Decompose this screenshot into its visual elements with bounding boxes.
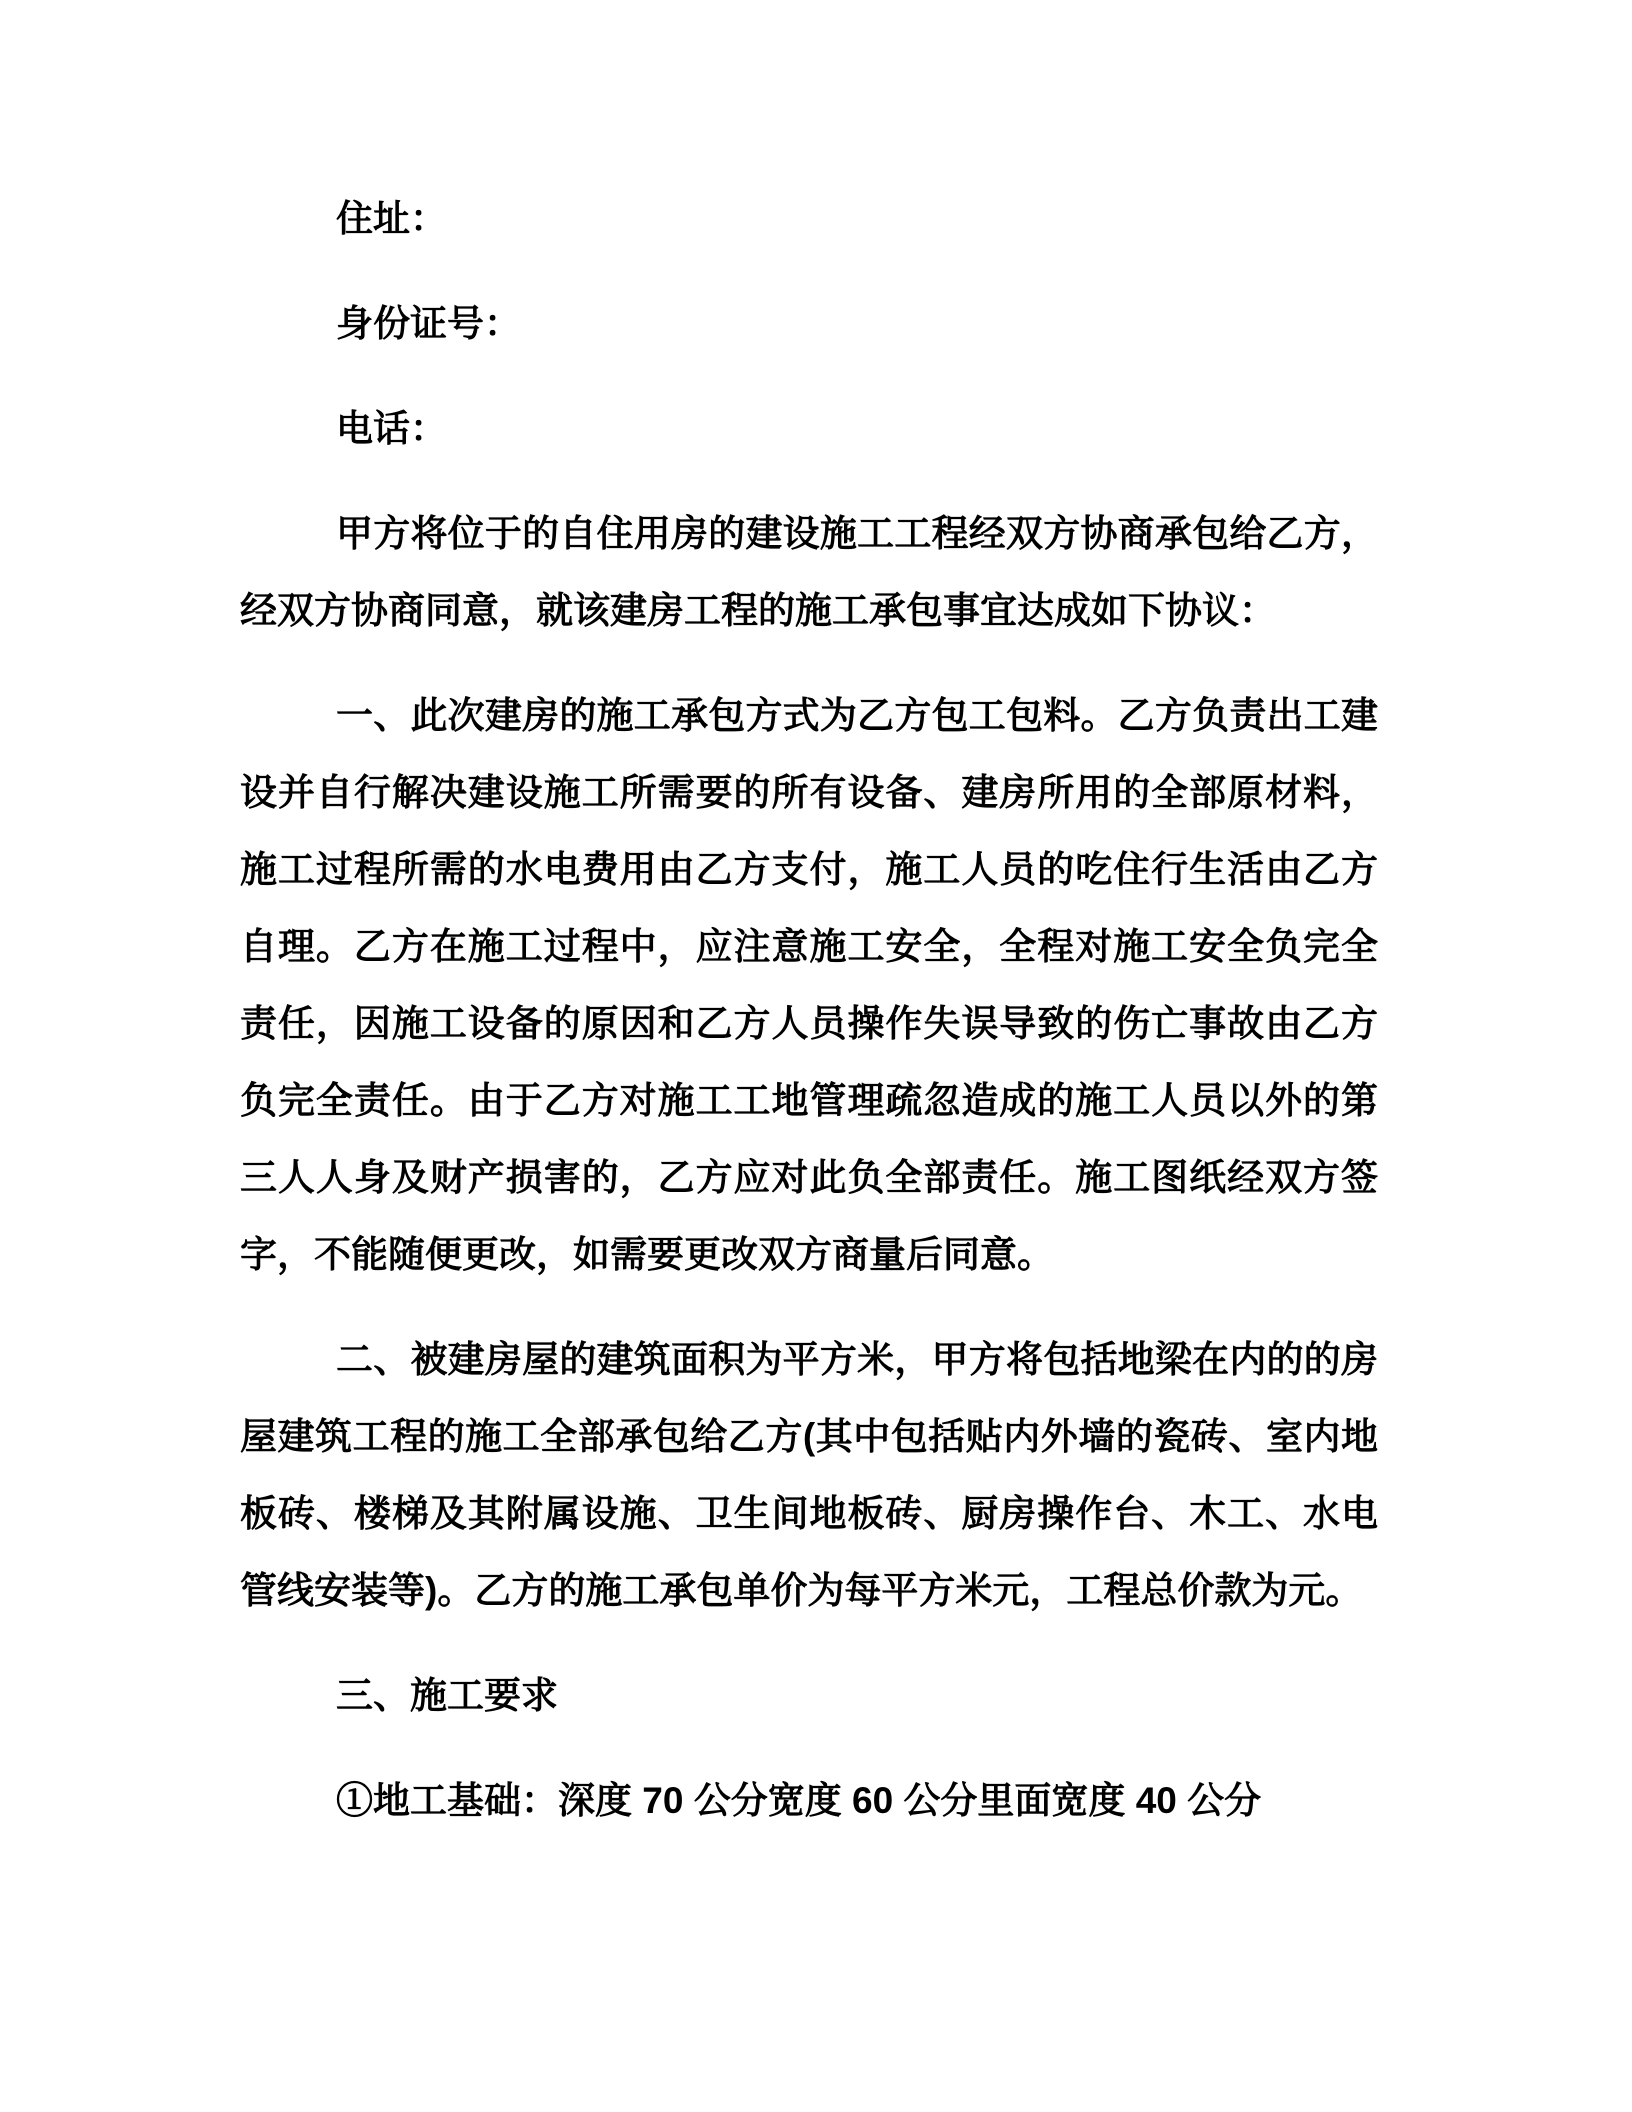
paragraph-clause-2 (240, 1321, 1378, 1629)
paragraph-clause-1 (240, 677, 1378, 1293)
heading-clause-3 (240, 1657, 1378, 1734)
paragraph-phone (240, 390, 1378, 467)
text-line: 二、被建房屋的建筑面积为平方米，甲方将包括地梁在内的的房 (336, 1339, 1378, 1380)
paragraph-address (240, 180, 1378, 257)
id-number-label: 身份证号： (336, 303, 521, 344)
paragraph-intro (240, 495, 1378, 649)
document-content (240, 180, 1378, 1867)
text-line: 字，不能随便更改，如需要更改双方商量后同意。 (240, 1234, 1054, 1275)
text-line: 自理。乙方在施工过程中，应注意施工安全，全程对施工安全负完全 (240, 926, 1378, 967)
text-line: 负完全责任。由于乙方对施工工地管理疏忽造成的施工人员以外的第 (240, 1080, 1378, 1121)
text-line: 屋建筑工程的施工全部承包给乙方(其中包括贴内外墙的瓷砖、室内地 (240, 1416, 1378, 1457)
text-line: 设并自行解决建设施工所需要的所有设备、建房所用的全部原材料， (240, 772, 1378, 813)
address-label: 住址： (336, 198, 447, 239)
text-line: 施工过程所需的水电费用由乙方支付，施工人员的吃住行生活由乙方 (240, 849, 1378, 890)
text-line: 一、此次建房的施工承包方式为乙方包工包料。乙方负责出工建 (336, 695, 1378, 736)
paragraph-id-number (240, 285, 1378, 362)
text-line: 甲方将位于的自住用房的建设施工工程经双方协商承包给乙方， (336, 513, 1378, 554)
text-line: 管线安装等)。乙方的施工承包单价为每平方米元，工程总价款为元。 (240, 1570, 1363, 1611)
text-line: 板砖、楼梯及其附属设施、卫生间地板砖、厨房操作台、木工、水电 (240, 1493, 1378, 1534)
phone-label: 电话： (336, 408, 447, 449)
text-line: 责任，因施工设备的原因和乙方人员操作失误导致的伤亡事故由乙方 (240, 1003, 1378, 1044)
text-line: 经双方协商同意，就该建房工程的施工承包事宜达成如下协议： (240, 590, 1276, 631)
section-heading: 三、施工要求 (336, 1675, 558, 1716)
foundation-item-text: ①地工基础：深度 70 公分宽度 60 公分里面宽度 40 公分 (336, 1780, 1262, 1821)
paragraph-foundation-item (240, 1762, 1378, 1839)
text-line: 三人人身及财产损害的，乙方应对此负全部责任。施工图纸经双方签 (240, 1157, 1378, 1198)
